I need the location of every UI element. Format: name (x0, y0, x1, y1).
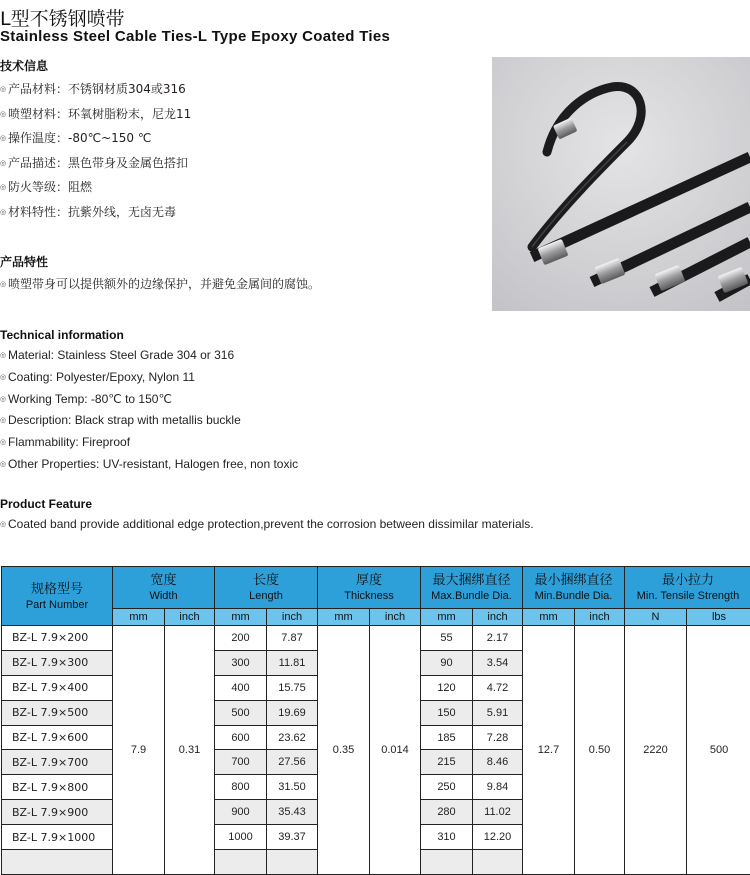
header-min-bundle (523, 567, 625, 609)
header-length (215, 567, 318, 609)
cell-length-mm: 400 (215, 675, 267, 700)
cell-thickness-inch: 0.014 (370, 626, 421, 875)
unit-inch: inch (575, 609, 625, 626)
unit-mm: mm (421, 609, 473, 626)
cell-max-inch: 8.46 (473, 750, 523, 775)
header-max-zh: 最大捆绑直径 (421, 572, 522, 589)
cell-length-inch: 7.87 (267, 626, 318, 651)
cell-max-mm: 310 (421, 825, 473, 850)
list-item: ◎ 材料特性：抗紫外线，无卤无毒 (0, 200, 191, 225)
cell-max-inch: 12.20 (473, 825, 523, 850)
cell-max-mm (421, 850, 473, 875)
cell-tensile-n: 2220 (625, 626, 687, 875)
cable-tie-image (492, 57, 750, 311)
cell-length-mm: 900 (215, 800, 267, 825)
cell-max-mm: 150 (421, 700, 473, 725)
cell-min-inch: 0.50 (575, 626, 625, 875)
list-item: ◎ Working Temp: -80℃ to 150℃ (0, 389, 298, 411)
page-title-cn: L型不锈钢喷带 (0, 4, 125, 31)
cell-part (2, 850, 113, 875)
header-max-en: Max.Bundle Dia. (421, 589, 522, 603)
feature-list-cn (0, 272, 320, 297)
header-length-zh: 长度 (215, 572, 317, 589)
page-title-en: Stainless Steel Cable Ties-L Type Epoxy Coated Ties (0, 28, 390, 45)
cell-max-mm: 55 (421, 626, 473, 651)
cell-part: BZ-L 7.9×300 (2, 650, 113, 675)
cell-part: BZ-L 7.9×700 (2, 750, 113, 775)
cell-length-inch: 27.56 (267, 750, 318, 775)
header-max-bundle (421, 567, 523, 609)
feature-list-en (0, 514, 534, 536)
header-width-zh: 宽度 (113, 572, 214, 589)
list-item: ◎ 产品描述：黑色带身及金属色搭扣 (0, 151, 191, 176)
list-item: ◎ Material: Stainless Steel Grade 304 or 316 (0, 345, 298, 367)
cell-max-mm: 185 (421, 725, 473, 750)
cell-length-inch: 19.69 (267, 700, 318, 725)
cell-part: BZ-L 7.9×600 (2, 725, 113, 750)
cell-max-inch: 11.02 (473, 800, 523, 825)
feature-heading-en: Product Feature (0, 497, 92, 511)
list-item: ◎ 喷塑带身可以提供额外的边缘保护，并避免金属间的腐蚀。 (0, 272, 320, 297)
header-tensile (625, 567, 750, 609)
cell-max-mm: 90 (421, 650, 473, 675)
list-item: ◎ 喷塑材料：环氧树脂粉末，尼龙11 (0, 102, 191, 127)
header-min-en: Min.Bundle Dia. (523, 589, 624, 603)
header-length-en: Length (215, 589, 317, 603)
header-tensile-en: Min. Tensile Strength (625, 589, 750, 603)
cell-length-inch: 31.50 (267, 775, 318, 800)
table-row (2, 626, 750, 651)
header-min-zh: 最小捆绑直径 (523, 572, 624, 589)
unit-inch: inch (267, 609, 318, 626)
cell-part: BZ-L 7.9×500 (2, 700, 113, 725)
cell-length-mm: 1000 (215, 825, 267, 850)
cell-length-mm: 700 (215, 750, 267, 775)
header-part-zh: 规格型号 (2, 581, 112, 598)
list-item: ◎ Description: Black strap with metallis buckle (0, 410, 298, 432)
tech-list-cn (0, 77, 191, 224)
cell-max-inch: 5.91 (473, 700, 523, 725)
cell-max-inch: 2.17 (473, 626, 523, 651)
feature-heading-cn: 产品特性 (0, 253, 48, 270)
header-part-number (2, 567, 113, 626)
tech-heading-cn: 技术信息 (0, 57, 48, 74)
list-item: ◎ Coated band provide additional edge protection,prevent the corrosion between dissimilar materials. (0, 514, 534, 536)
unit-inch: inch (165, 609, 215, 626)
cell-length-inch: 39.37 (267, 825, 318, 850)
list-item: ◎ 操作温度：-80℃~150 ℃ (0, 126, 191, 151)
cell-length-mm: 200 (215, 626, 267, 651)
product-photo (492, 57, 750, 311)
tech-heading-en: Technical information (0, 328, 124, 342)
list-item: ◎ 产品材料：不锈钢材质304或316 (0, 77, 191, 102)
cell-max-inch (473, 850, 523, 875)
cell-max-inch: 9.84 (473, 775, 523, 800)
cell-length-inch: 15.75 (267, 675, 318, 700)
tech-list-en (0, 345, 298, 476)
cell-length-mm: 300 (215, 650, 267, 675)
header-width-en: Width (113, 589, 214, 603)
cell-part: BZ-L 7.9×800 (2, 775, 113, 800)
list-item: ◎ Other Properties: UV-resistant, Halogen free, non toxic (0, 454, 298, 476)
cell-min-mm: 12.7 (523, 626, 575, 875)
cell-length-inch (267, 850, 318, 875)
cell-thickness-mm: 0.35 (318, 626, 370, 875)
unit-mm: mm (113, 609, 165, 626)
unit-mm: mm (318, 609, 370, 626)
list-item: ◎ 防火等级：阻燃 (0, 175, 191, 200)
cell-length-inch: 11.81 (267, 650, 318, 675)
cell-part: BZ-L 7.9×900 (2, 800, 113, 825)
cell-tensile-lbs: 500 (687, 626, 750, 875)
unit-inch: inch (473, 609, 523, 626)
cell-max-mm: 280 (421, 800, 473, 825)
cell-length-mm (215, 850, 267, 875)
header-thickness (318, 567, 421, 609)
header-tensile-zh: 最小拉力 (625, 572, 750, 589)
cell-length-inch: 35.43 (267, 800, 318, 825)
cell-width-inch: 0.31 (165, 626, 215, 875)
unit-n: N (625, 609, 687, 626)
list-item: ◎ Coating: Polyester/Epoxy, Nylon 11 (0, 367, 298, 389)
list-item: ◎ Flammability: Fireproof (0, 432, 298, 454)
cell-max-mm: 120 (421, 675, 473, 700)
cell-length-inch: 23.62 (267, 725, 318, 750)
cell-max-inch: 3.54 (473, 650, 523, 675)
header-thickness-en: Thickness (318, 589, 420, 603)
cell-max-inch: 4.72 (473, 675, 523, 700)
unit-inch: inch (370, 609, 421, 626)
cell-length-mm: 800 (215, 775, 267, 800)
cell-part: BZ-L 7.9×200 (2, 626, 113, 651)
cell-width-mm: 7.9 (113, 626, 165, 875)
cell-part: BZ-L 7.9×1000 (2, 825, 113, 850)
unit-mm: mm (215, 609, 267, 626)
header-width (113, 567, 215, 609)
cell-length-mm: 600 (215, 725, 267, 750)
cell-max-mm: 215 (421, 750, 473, 775)
header-thickness-zh: 厚度 (318, 572, 420, 589)
cell-max-inch: 7.28 (473, 725, 523, 750)
cell-max-mm: 250 (421, 775, 473, 800)
spec-table (1, 566, 750, 875)
cell-length-mm: 500 (215, 700, 267, 725)
header-part-en: Part Number (2, 598, 112, 612)
cell-part: BZ-L 7.9×400 (2, 675, 113, 700)
unit-lbs: lbs (687, 609, 750, 626)
unit-mm: mm (523, 609, 575, 626)
